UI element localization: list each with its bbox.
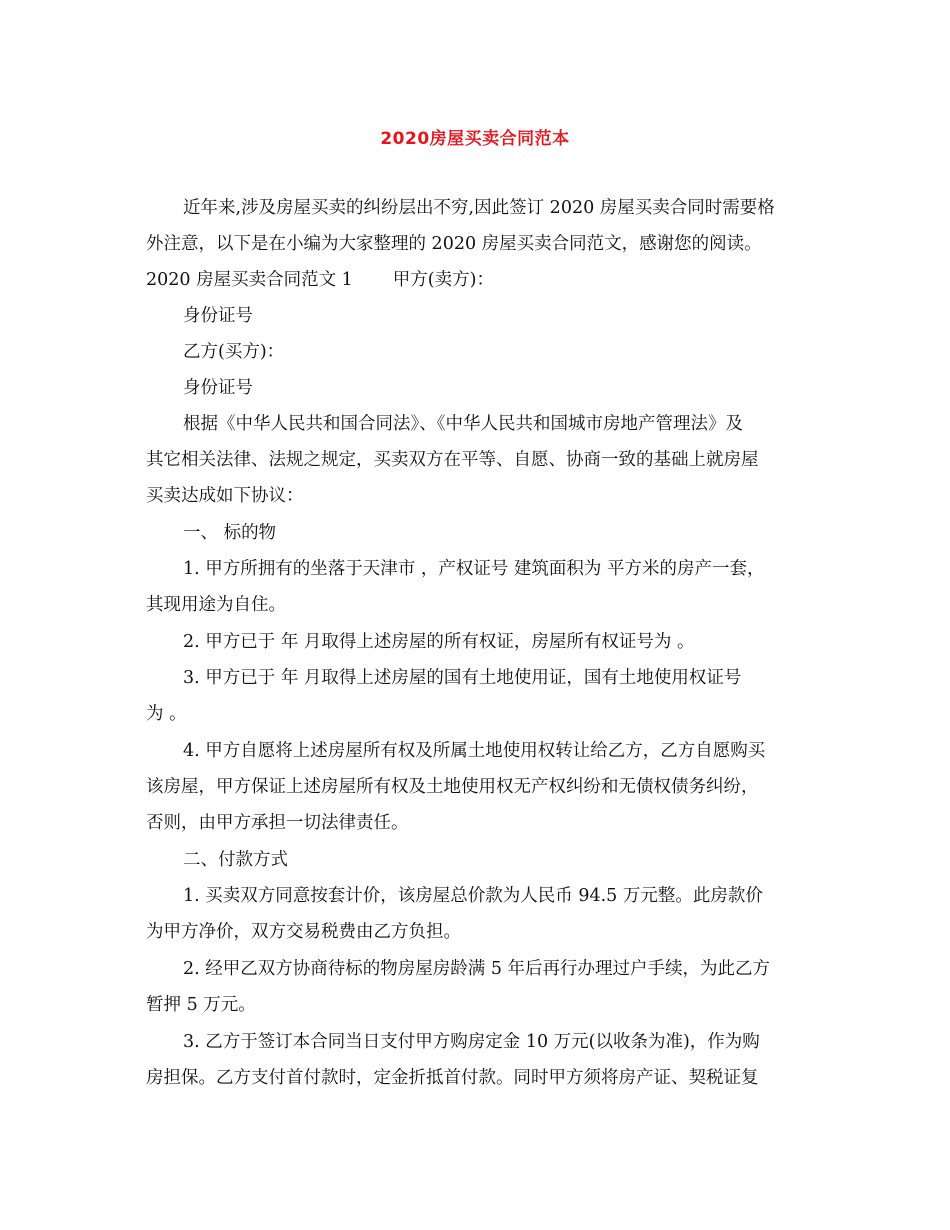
clause-line: 为 。: [146, 704, 187, 724]
clause-line: 1. 买卖双方同意按套计价，该房屋总价款为人民币 94.5 万元整。此房款价: [183, 886, 763, 906]
clause-line: 4. 甲方自愿将上述房屋所有权及所属土地使用权转让给乙方，乙方自愿购买: [183, 741, 766, 761]
party-a-label: 甲方(卖方)：: [392, 270, 494, 290]
clause-line: 1. 甲方所拥有的坐落于天津市 ，产权证号 建筑面积为 平方米的房产一套，: [183, 559, 765, 579]
clause-line: 否则，由甲方承担一切法律责任。: [146, 813, 409, 833]
document-title: 2020房屋买卖合同范本: [380, 129, 570, 149]
party-b-id-label: 身份证号: [183, 378, 253, 398]
clause-line: 2. 甲方已于 年 月取得上述房屋的所有权证，房屋所有权证号为 。: [183, 632, 695, 652]
party-b-label: 乙方(买方)：: [183, 342, 285, 362]
clause-line: 暂押 5 万元。: [146, 995, 256, 1015]
clause-line: 为甲方净价，双方交易税费由乙方负担。: [146, 922, 461, 942]
paragraph-line: 外注意，以下是在小编为大家整理的 2020 房屋买卖合同范文，感谢您的阅读。: [146, 234, 762, 254]
paragraph-line: 其它相关法律、法规之规定，买卖双方在平等、自愿、协商一致的基础上就房屋: [146, 450, 759, 470]
paragraph-line: 根据《中华人民共和国合同法》、《中华人民共和国城市房地产管理法》及: [183, 414, 743, 434]
sample-heading: 2020 房屋买卖合同范文 1: [146, 270, 353, 290]
clause-line: 3. 乙方于签订本合同当日支付甲方购房定金 10 万元(以收条为准)，作为购: [183, 1032, 760, 1052]
clause-line: 3. 甲方已于 年 月取得上述房屋的国有土地使用证，国有土地使用权证号: [183, 668, 742, 688]
paragraph-line: 近年来,涉及房屋买卖的纠纷层出不穷,因此签订 2020 房屋买卖合同时需要格: [183, 198, 775, 218]
clause-line: 2. 经甲乙双方协商待标的物房屋房龄满 5 年后再行办理过户手续，为此乙方: [183, 959, 771, 979]
clause-line: 其现用途为自住。: [146, 595, 286, 615]
section-heading: 二、付款方式: [183, 850, 288, 870]
clause-line: 房担保。乙方支付首付款时，定金折抵首付款。同时甲方须将房产证、契税证复: [146, 1068, 759, 1088]
paragraph-line: [146, 268, 494, 292]
paragraph-line: 买卖达成如下协议：: [146, 486, 304, 506]
section-heading: 一、 标的物: [183, 523, 277, 543]
clause-line: 该房屋，甲方保证上述房屋所有权及土地使用权无产权纠纷和无债权债务纠纷，: [146, 777, 759, 797]
party-a-id-label: 身份证号: [183, 306, 253, 326]
